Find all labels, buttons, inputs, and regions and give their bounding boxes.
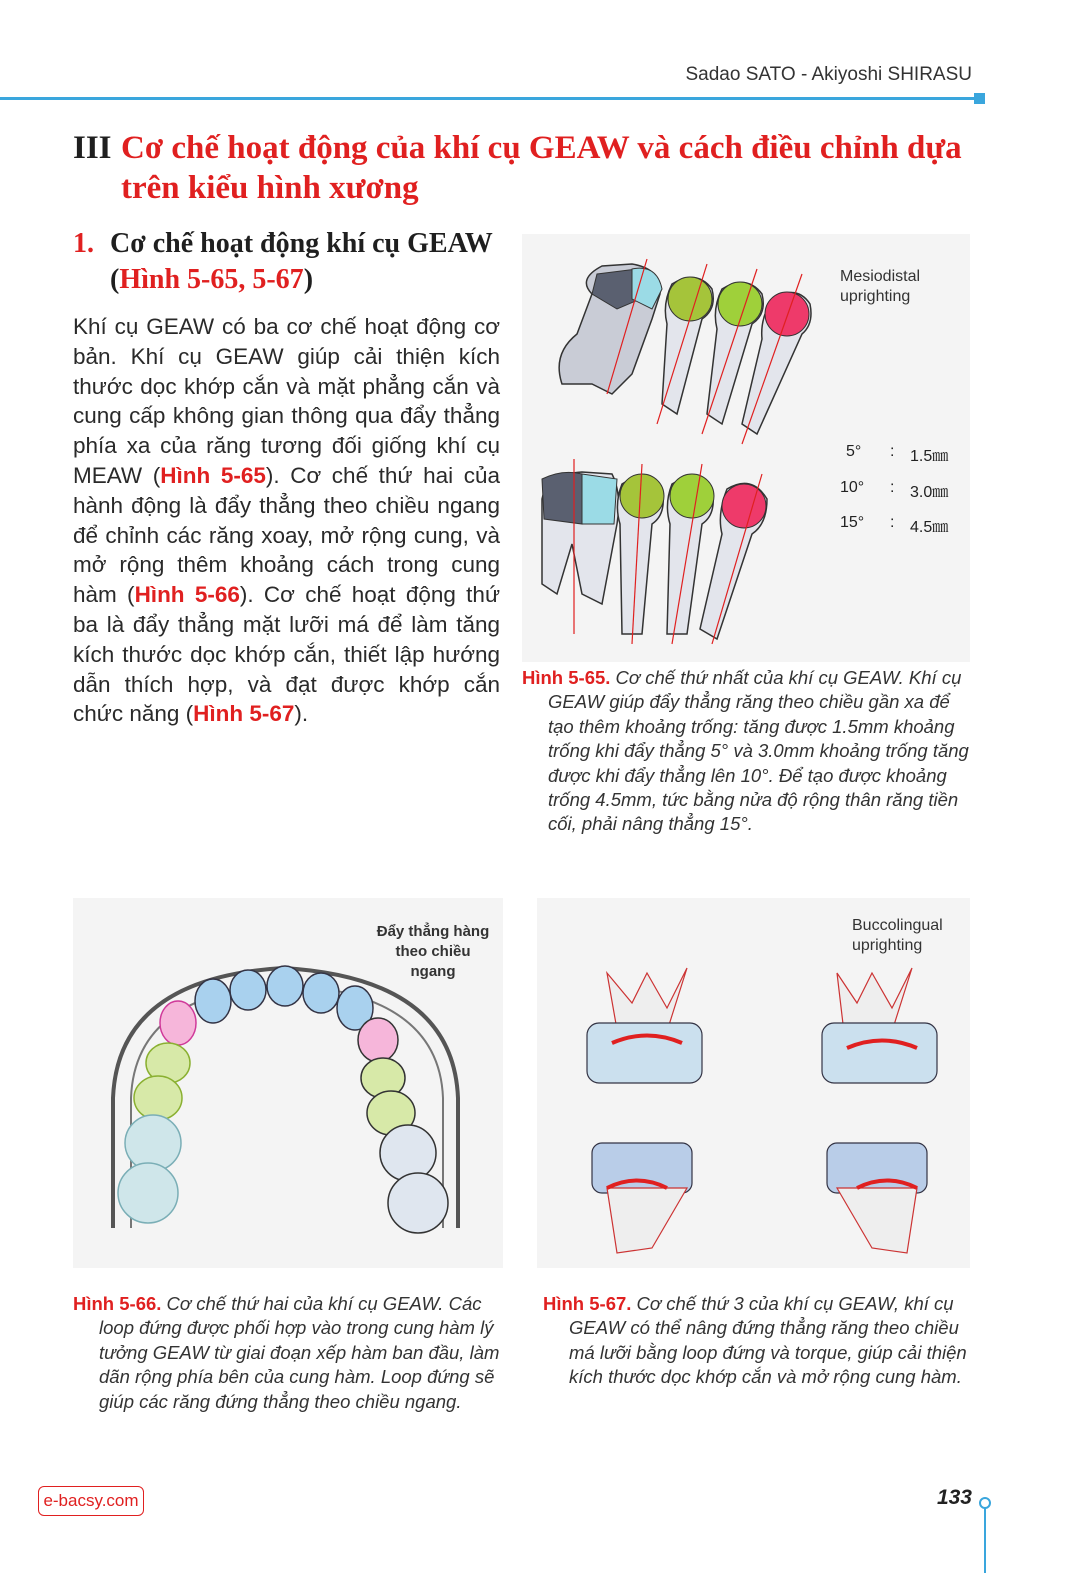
buccolingual-label (852, 916, 943, 956)
page-number: 133 (936, 1486, 972, 1509)
body-text: ). Cơ chế thứ hai của hành động là đẩy thẳng theo chiều ngang để chỉnh các răng xoay, mở rộng cung, và mở rộng thêm khoảng cách trong cung hàm ( (73, 462, 500, 608)
figure-5-67-buccolingual-uprighting (537, 898, 970, 1268)
table-sep-1 (890, 479, 894, 497)
table-sep-2 (890, 514, 894, 532)
caption-label: Hình 5-67. (543, 1293, 632, 1314)
angle-space-table (840, 439, 960, 539)
figure-5-65-mesiodistal-uprighting (522, 234, 970, 662)
table-separator: : (890, 443, 895, 460)
figure-5-67-caption (543, 1292, 972, 1390)
caption-label: Hình 5-66. (73, 1293, 162, 1314)
figure-5-65-caption (522, 666, 972, 837)
subsection-title (110, 226, 510, 298)
lower-teeth-row (542, 459, 767, 644)
table-val-0 (910, 443, 948, 466)
table-sep-0 (890, 443, 894, 461)
angle-value: 15° (840, 514, 865, 531)
caption-text: Cơ chế thứ 3 của khí cụ GEAW, khí cụ GEAW có thể nâng đứng thẳng răng theo chiều má lưỡi bằng loop đứng và torque, giúp cải thiện kích thước dọc khớp cắn và mở rộng cung hàm. (569, 1293, 967, 1388)
subsection-title-close: ) (303, 264, 314, 295)
figure-5-66-caption (73, 1292, 501, 1414)
page-number-dot (979, 1497, 991, 1509)
site-logo[interactable]: e-bacsy.com (38, 1486, 144, 1516)
label-line: uprighting (840, 288, 911, 305)
label-line: ngang (410, 963, 456, 980)
body-text: ). (294, 701, 309, 727)
caption-text: Cơ chế thứ nhất của khí cụ GEAW. Khí cụ GEAW giúp đẩy thẳng răng theo chiều gần xa để tạo thêm khoảng trống: tăng được 1.5mm khoảng trống khi đẩy thẳng 5° và 3.0mm khoảng trống tăng được khi đẩy thẳng lên 10°. Để tạo được khoảng trống 4.5mm, tức bằng nửa độ rộng thân răng tiền cối, phải nâng thẳng 15°. (548, 667, 969, 835)
table-separator: : (890, 479, 895, 496)
figure-5-66-horizontal-uprighting (73, 898, 503, 1268)
space-value: 1.5㎜ (910, 448, 949, 465)
upper-left-molar (587, 968, 702, 1083)
upper-teeth-row (559, 259, 811, 444)
angle-value: 5° (846, 443, 862, 460)
figure-ref-5-67[interactable]: Hình 5-67 (193, 701, 295, 727)
table-row-1 (840, 479, 864, 497)
table-val-2 (910, 514, 948, 537)
header-rule (0, 97, 980, 100)
label-line: Mesiodistal (840, 268, 921, 285)
caption-label: Hình 5-65. (522, 667, 611, 688)
body-text: Khí cụ GEAW có ba cơ chế hoạt động cơ bản. Khí cụ GEAW giúp cải thiện kích thước dọc khớp cắn và mặt phẳng cắn và cung cấp không gian thông qua đẩy thẳng phía xa của răng tương đối giống khí cụ MEAW ( (73, 314, 500, 488)
space-value: 3.0㎜ (910, 484, 949, 501)
label-line: Đẩy thẳng hàng (376, 923, 490, 940)
subsection-figure-ref: Hình 5-65, 5-67 (119, 264, 304, 295)
lower-left-molar (592, 1143, 692, 1253)
mesiodistal-label (840, 267, 920, 307)
table-row-0 (846, 443, 861, 461)
angle-value: 10° (840, 479, 865, 496)
label-line: Buccolingual (852, 917, 943, 934)
label-line: theo chiều (395, 943, 471, 960)
figure-ref-5-66[interactable]: Hình 5-66 (134, 582, 240, 608)
table-val-1 (910, 479, 948, 502)
label-line: uprighting (852, 937, 923, 954)
running-header-author: Sadao SATO - Akiyoshi SHIRASU (685, 64, 972, 85)
section-number: III (73, 130, 112, 166)
header-rule-end-square (974, 93, 985, 104)
table-row-2 (840, 514, 864, 532)
caption-text: Cơ chế thứ hai của khí cụ GEAW. Các loop đứng được phối hợp vào trong cung hàm lý tưởng GEAW từ giai đoạn xếp hàm ban đầu, làm dãn rộng phía bên của cung hàm. Loop đứng sẽ giúp các răng đứng thẳng theo chiều ngang. (99, 1293, 500, 1412)
arch-teeth (118, 966, 448, 1233)
table-separator: : (890, 514, 895, 531)
horizontal-uprighting-label (363, 922, 503, 982)
subsection-number: 1. (73, 228, 94, 259)
upper-right-molar (822, 968, 937, 1083)
page-number-rule (984, 1505, 986, 1573)
space-value: 4.5㎜ (910, 519, 949, 536)
body-text: ). Cơ chế hoạt động thứ ba là đẩy thẳng mặt lưỡi má để làm tăng kích thước dọc khớp cắn, thiết lập hướng dẫn thích hợp, và đạt được khớp cắn chức năng ( (73, 582, 501, 727)
section-title: Cơ chế hoạt động của khí cụ GEAW và cách điều chỉnh dựa trên kiểu hình xương (121, 130, 962, 206)
lower-right-molar (827, 1143, 927, 1253)
body-paragraph (73, 312, 500, 729)
subsection-title-text: Cơ chế hoạt động khí cụ GEAW ( (110, 228, 493, 295)
figure-ref-5-65[interactable]: Hình 5-65 (160, 462, 266, 488)
